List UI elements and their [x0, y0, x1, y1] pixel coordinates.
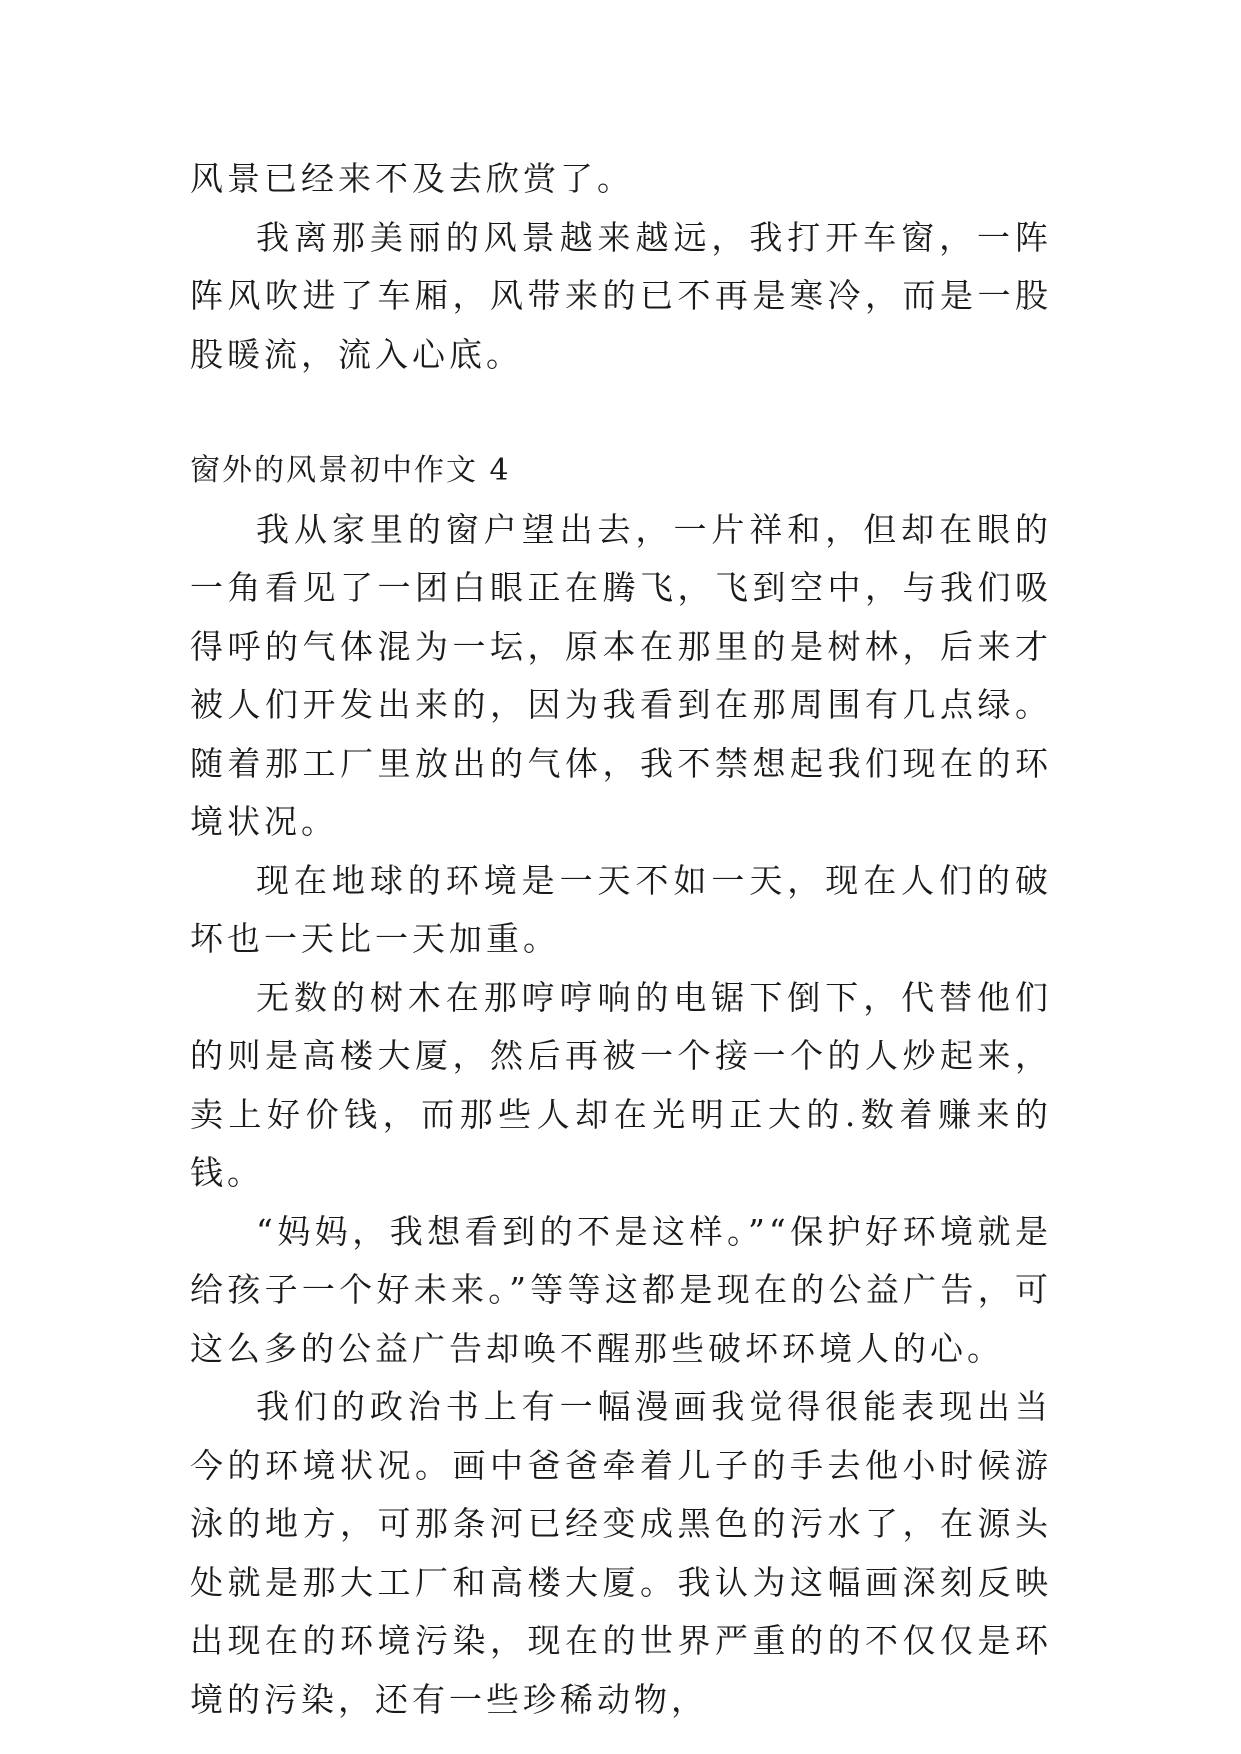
paragraph: 现在地球的环境是一天不如一天，现在人们的破坏也一天比一天加重。 — [190, 860, 1052, 958]
paragraph-continued: 风景已经来不及去欣赏了。 — [190, 159, 634, 198]
paragraph: 无数的树木在那哼哼响的电锯下倒下，代替他们的则是高楼大厦，然后再被一个接一个的人炒起来，卖上好价钱，而那些人却在光明正大的.数着赚来的钱。 — [190, 977, 1052, 1192]
paragraph: 我们的政治书上有一幅漫画我觉得很能表现出当今的环境状况。画中爸爸牵着儿子的手去他小时候游泳的地方，可那条河已经变成黑色的污水了，在源头处就是那大工厂和高楼大厦。我认为这幅画深刻反映出现在的环境污染，现在的世界严重的的不仅仅是环境的污染，还有一些珍稀动物， — [190, 1387, 1052, 1719]
paragraph: “妈妈，我想看到的不是这样。”“保护好环境就是给孩子一个好未来。”等等这都是现在的公益广告，可这么多的公益广告却唤不醒那些破坏环境人的心。 — [190, 1211, 1052, 1368]
paragraph: 我从家里的窗户望出去，一片祥和，但却在眼的一角看见了一团白眼正在腾飞，飞到空中，与我们吸得呼的气体混为一坛，原本在那里的是树林，后来才被人们开发出来的，因为我看到在那周围有几点绿。随着那工厂里放出的气体，我不禁想起我们现在的环境状况。 — [190, 509, 1052, 841]
paragraph: 我离那美丽的风景越来越远，我打开车窗，一阵阵风吹进了车厢，风带来的已不再是寒冷，而是一股股暖流，流入心底。 — [190, 217, 1052, 374]
document-page — [190, 150, 1052, 1729]
section-heading: 窗外的风景初中作文 4 — [190, 453, 511, 488]
